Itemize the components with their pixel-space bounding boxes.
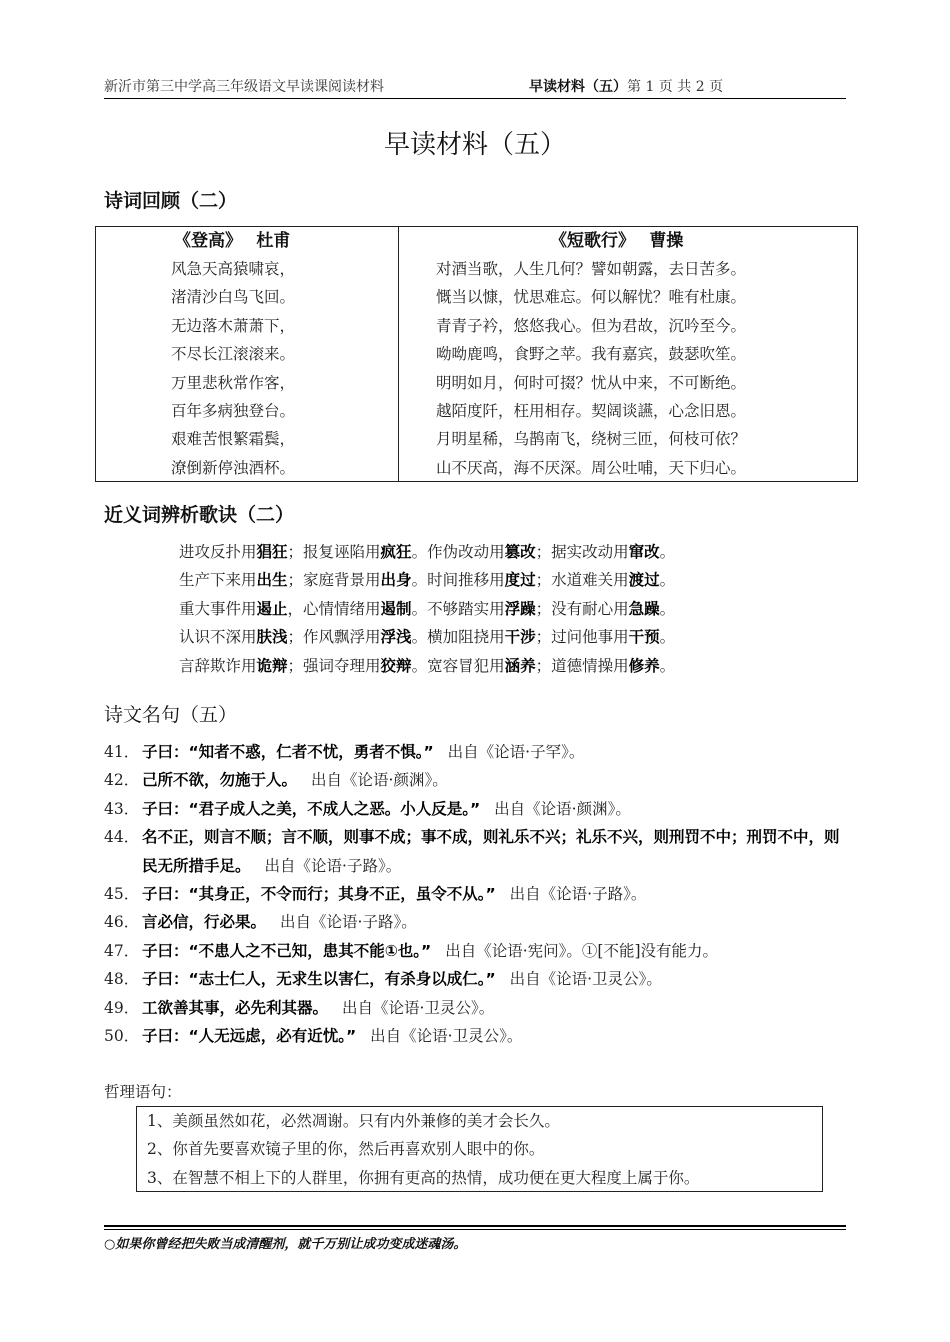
quote-number: 49．	[104, 998, 140, 1017]
synonym-text: 。不够踏实用	[411, 599, 505, 618]
quote-number: 43．	[104, 799, 140, 818]
synonym-keyword: 肤浅	[256, 628, 288, 647]
synonym-keyword: 浮浅	[380, 628, 412, 647]
synonym-keyword: 遏止	[256, 599, 288, 618]
quote-item	[104, 1022, 844, 1050]
quote-source: 出自《论语·卫灵公》。	[342, 998, 495, 1017]
quote-number: 44．	[104, 828, 140, 847]
quote-number: 42．	[104, 771, 140, 790]
quote-source: 出自《论语·子罕》。	[447, 743, 585, 761]
header-page-number: 第 1 页 共 2 页	[627, 79, 724, 95]
table-divider	[398, 227, 399, 481]
quote-text: 工欲善其事，必先利其器。	[142, 998, 329, 1017]
quote-text: 子曰：“志士仁人，无求生以害仁，有杀身以成仁。”	[142, 970, 496, 989]
synonym-keyword: 渡过	[628, 571, 660, 590]
poem-duangexing	[436, 227, 856, 482]
synonym-text: 。横加阻挠用	[411, 628, 505, 647]
philosophy-box	[136, 1106, 823, 1192]
synonym-keyword: 度过	[504, 571, 536, 590]
synonym-keyword: 猖狂	[256, 543, 288, 561]
philosophy-item: 1、美颜虽然如花，必然凋谢。只有内外兼修的美才会长久。	[147, 1112, 560, 1130]
synonym-verse-line	[179, 623, 819, 651]
quote-source: 出自《论语·子路》。	[264, 856, 402, 875]
quote-source: 出自《论语·宪问》。①[不能]没有能力。	[445, 941, 719, 960]
quote-source: 出自《论语·颜渊》。	[311, 771, 448, 790]
synonym-keyword: 浮躁	[504, 599, 536, 618]
synonym-keyword: 疯狂	[380, 543, 412, 561]
synonym-text: 。	[659, 656, 676, 675]
quote-number: 47．	[104, 941, 140, 960]
poem-line: 艰难苦恨繁霜鬓，	[171, 430, 296, 449]
quote-item	[104, 994, 844, 1022]
synonym-keyword: 窜改	[628, 543, 660, 561]
quote-number: 48．	[104, 970, 140, 989]
synonym-keyword: 干涉	[504, 628, 536, 647]
poem-line: 百年多病独登台。	[171, 401, 296, 420]
footer-rule	[104, 1225, 846, 1227]
quote-number: 46．	[104, 913, 140, 932]
synonym-keyword: 出身	[380, 571, 412, 590]
quote-text: 子曰：“知者不惑，仁者不忧，勇者不惧。”	[142, 743, 434, 761]
quote-text: 子曰：“人无远虑，必有近忧。”	[142, 1027, 357, 1046]
synonym-text: 重大事件用	[179, 599, 257, 618]
quote-number: 41．	[104, 743, 140, 761]
synonym-text: ；过问他事用	[535, 628, 629, 647]
quote-text: 子曰：“君子成人之美，不成人之恶。小人反是。”	[142, 799, 481, 818]
quote-item	[104, 795, 844, 823]
synonym-text: ；水道难关用	[535, 571, 629, 590]
section-heading-quotes: 诗文名句（五）	[104, 704, 238, 726]
synonym-text: 。	[659, 599, 676, 618]
quote-item	[104, 738, 844, 766]
synonym-text: ，心情情绪用	[287, 599, 381, 618]
section-heading-synonyms: 近义词辨析歌诀（二）	[104, 504, 295, 526]
quote-text: 子曰：“其身正，不令而行；其身不正，虽令不从。”	[142, 885, 496, 904]
quote-text: 名不正，则言不顺；言不顺，则事不成；事不成，则礼乐不兴；礼乐不兴，则刑罚不中；刑罚不中，则民无所措手足。	[142, 828, 840, 875]
synonym-text: ；据实改动用	[535, 543, 629, 561]
header-page-info	[529, 76, 723, 96]
page-header	[104, 76, 846, 99]
quote-source: 出自《论语·卫灵公》。	[509, 970, 662, 989]
quote-item	[104, 908, 844, 936]
poem-line: 越陌度阡，枉用相存。契阔谈讌，心念旧恩。	[436, 401, 747, 420]
synonym-text: ；道德情操用	[535, 656, 629, 675]
quote-number: 45．	[104, 885, 140, 904]
synonym-text: ；没有耐心用	[535, 599, 629, 618]
quote-source: 出自《论语·子路》。	[509, 885, 647, 904]
poem-line: 慨当以慷，忧思难忘。何以解忧？唯有杜康。	[436, 288, 747, 307]
synonym-text: 。时间推移用	[411, 571, 505, 590]
synonym-keyword: 出生	[256, 571, 288, 590]
poem-line: 呦呦鹿鸣，食野之苹。我有嘉宾，鼓瑟吹笙。	[436, 345, 747, 364]
synonym-text: 。	[659, 543, 676, 561]
synonym-verse-line	[179, 566, 819, 594]
section-heading-poetry: 诗词回顾（二）	[104, 190, 238, 212]
poem-line: 对酒当歌，人生几何？譬如朝露，去日苦多。	[436, 260, 747, 278]
synonym-keyword: 狡辩	[380, 656, 412, 675]
synonym-text: 。作伪改动用	[411, 543, 505, 561]
synonym-text: 认识不深用	[179, 628, 257, 647]
synonym-keyword: 涵养	[504, 656, 536, 675]
poem-line: 潦倒新停浊酒杯。	[171, 458, 296, 477]
synonym-text: ；家庭背景用	[287, 571, 381, 590]
poem-title: 《短歌行》 曹操	[550, 231, 684, 251]
poems-table	[95, 226, 858, 482]
poem-denggao	[171, 227, 396, 482]
footer-motto: ○如果你曾经把失败当成清醒剂，就千万别让成功变成迷魂汤。	[104, 1237, 467, 1252]
quote-source: 出自《论语·子路》。	[280, 913, 417, 932]
synonym-text: 。	[659, 571, 676, 590]
quote-text: 言必信，行必果。	[142, 913, 267, 932]
synonym-text: 。	[659, 628, 676, 647]
poem-line: 明明如月，何时可掇？忧从中来，不可断绝。	[436, 373, 747, 392]
synonym-text: 进攻反扑用	[179, 543, 257, 561]
poem-line: 月明星稀，乌鹊南飞，绕树三匝，何枝可依？	[436, 430, 747, 449]
poem-line: 不尽长江滚滚来。	[171, 345, 296, 364]
header-material-title: 早读材料（五）	[529, 79, 627, 95]
synonym-text: ；作风飘浮用	[287, 628, 381, 647]
synonym-text: 。宽容冒犯用	[411, 656, 505, 675]
synonym-verse-line	[179, 652, 819, 680]
quote-item	[104, 766, 844, 794]
synonym-text: ；报复诬陷用	[287, 543, 381, 561]
synonym-text: 言辞欺诈用	[179, 656, 257, 675]
quote-number: 50．	[104, 1027, 140, 1046]
quotes-list	[104, 738, 844, 1050]
synonym-verses	[179, 538, 819, 680]
synonym-text: 生产下来用	[179, 571, 257, 590]
poem-line: 青青子衿，悠悠我心。但为君故，沉吟至今。	[436, 316, 747, 335]
philosophy-item: 3、在智慧不相上下的人群里，你拥有更高的热情，成功便在更大程度上属于你。	[147, 1168, 700, 1187]
synonym-keyword: 篡改	[504, 543, 536, 561]
quote-item	[104, 965, 844, 993]
header-school: 新沂市第三中学高三年级语文早读课阅读材料	[104, 79, 384, 95]
quote-source: 出自《论语·颜渊》。	[494, 799, 631, 818]
quote-item	[104, 937, 844, 965]
synonym-keyword: 诡辩	[256, 656, 288, 675]
poem-line: 无边落木萧萧下，	[171, 316, 296, 335]
synonym-verse-line	[179, 538, 819, 566]
quote-item	[104, 823, 844, 880]
footer-rule	[104, 1229, 846, 1230]
quote-text: 子曰：“不患人之不己知，患其不能①也。”	[142, 941, 432, 960]
synonym-keyword: 急躁	[628, 599, 660, 618]
poem-line: 山不厌高，海不厌深。周公吐哺，天下归心。	[436, 458, 747, 477]
poem-line: 风急天高猿啸哀，	[171, 260, 296, 278]
poem-line: 万里悲秋常作客，	[171, 373, 296, 392]
synonym-keyword: 干预	[628, 628, 660, 647]
synonym-text: ；强词夺理用	[287, 656, 381, 675]
philosophy-item: 2、你首先要喜欢镜子里的你，然后再喜欢别人眼中的你。	[147, 1140, 545, 1159]
philosophy-label: 哲理语句：	[104, 1083, 182, 1101]
synonym-verse-line	[179, 595, 819, 623]
quote-text: 己所不欲，勿施于人。	[142, 771, 298, 790]
poem-line: 渚清沙白鸟飞回。	[171, 288, 296, 307]
synonym-keyword: 遏制	[380, 599, 412, 618]
poem-title: 《登高》 杜甫	[174, 231, 291, 251]
synonym-keyword: 修养	[628, 656, 660, 675]
quote-item	[104, 880, 844, 908]
quote-source: 出自《论语·卫灵公》。	[370, 1027, 523, 1046]
page-title: 早读材料（五）	[383, 130, 566, 160]
